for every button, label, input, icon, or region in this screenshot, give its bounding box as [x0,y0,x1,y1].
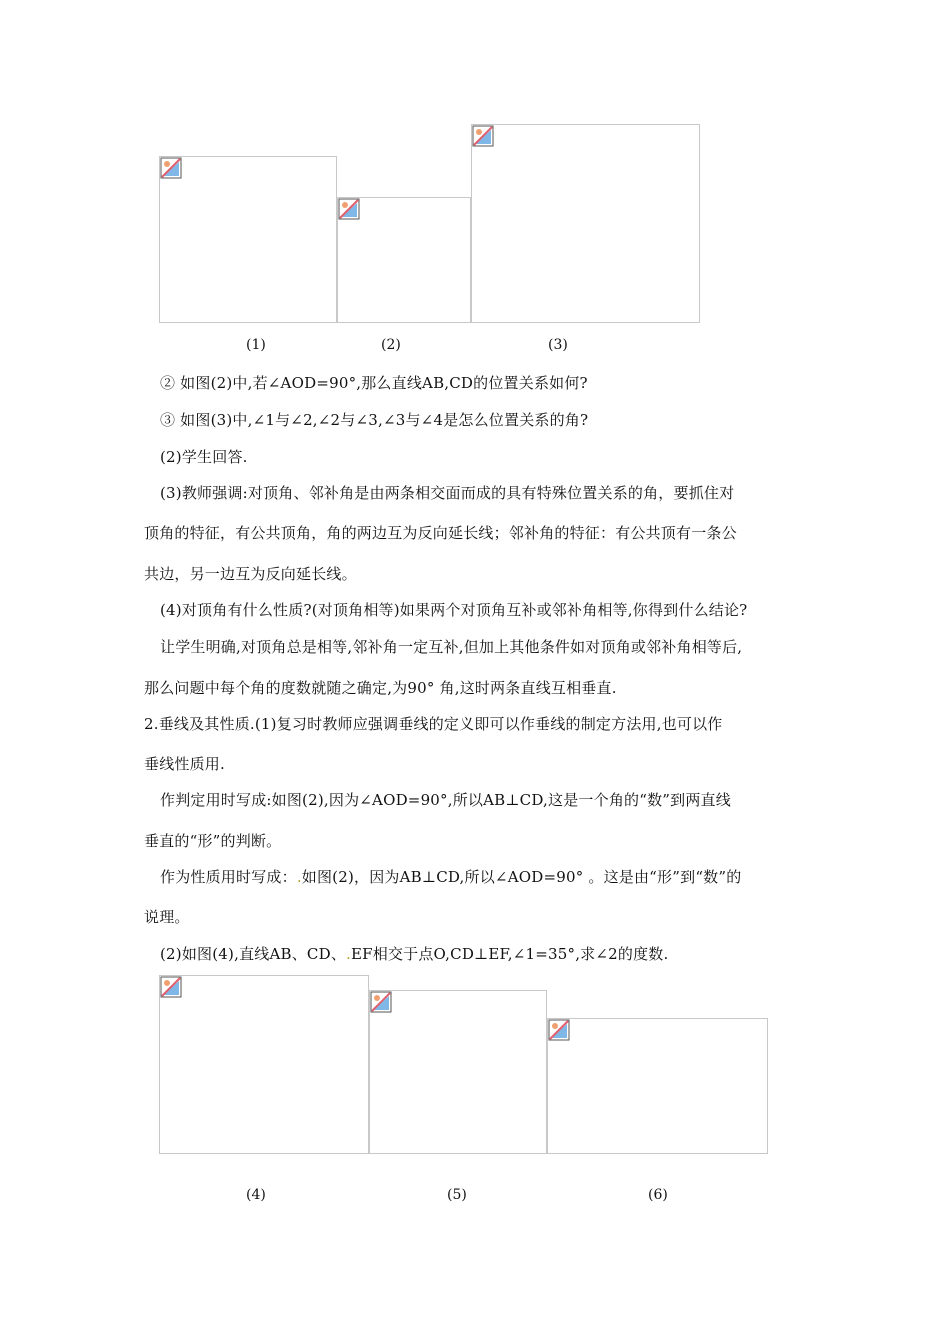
paragraph: 说理。 [144,908,190,926]
paragraph: 2.垂线及其性质.(1)复习时教师应强调垂线的定义即可以作垂线的制定方法用,也可以作 [144,715,723,733]
figure-3-image [471,124,700,323]
paragraph-part: 作为性质用时写成： [160,868,297,886]
paragraph: ② 如图(2)中,若∠AOD=90°,那么直线AB,CD的位置关系如何? [160,374,588,392]
paragraph [160,943,668,964]
broken-image-icon [548,1019,570,1041]
figure-caption: (3) [548,337,568,353]
paragraph: 垂线性质用. [144,755,225,773]
paragraph: 顶角的特征，有公共顶角，角的两边互为反向延长线；邻补角的特征：有公共顶有一条公 [144,524,737,542]
paragraph: ③ 如图(3)中,∠1与∠2,∠2与∠3,∠3与∠4是怎么位置关系的角? [160,411,589,429]
broken-image-icon [338,198,360,220]
paragraph: 让学生明确,对顶角总是相等,邻补角一定互补,但加上其他条件如对顶角或邻补角相等后, [160,638,743,656]
paragraph-part: EF相交于点O,CD⊥EF,∠1=35°,求∠2的度数. [351,945,669,963]
paragraph-part: (2)如图(4),直线AB、CD、 [160,945,347,963]
figure-4-image [159,975,369,1154]
paragraph [160,866,741,887]
figure-6-image [547,1018,768,1154]
paragraph: 作判定用时写成:如图(2),因为∠AOD=90°,所以AB⊥CD,这是一个角的“数”到两直线 [160,791,731,809]
paragraph: 垂直的“形”的判断。 [144,832,282,850]
figure-2-image [337,197,471,323]
figure-caption: (2) [381,337,401,353]
figure-5-image [369,990,547,1154]
paragraph: (3)教师强调:对顶角、邻补角是由两条相交面而成的具有特殊位置关系的角，要抓住对 [160,484,735,502]
broken-image-icon [370,991,392,1013]
marker-dot: . [346,945,351,963]
broken-image-icon [160,976,182,998]
broken-image-icon [472,125,494,147]
paragraph: 那么问题中每个角的度数就随之确定,为90° 角,这时两条直线互相垂直. [144,679,617,697]
paragraph: 共边，另一边互为反向延长线。 [144,565,357,583]
figure-caption: (4) [246,1187,266,1203]
paragraph: (2)学生回答. [160,448,248,466]
paragraph: (4)对顶角有什么性质?(对顶角相等)如果两个对顶角互补或邻补角相等,你得到什么结论? [160,601,748,619]
paragraph-part: 如图(2)，因为AB⊥CD,所以∠AOD=90° 。这是由“形”到“数”的 [301,868,742,886]
broken-image-icon [160,157,182,179]
figure-caption: (6) [648,1187,668,1203]
figure-caption: (5) [447,1187,467,1203]
marker-dot: . [296,868,302,886]
figure-1-image [159,156,337,323]
figure-caption: (1) [246,337,266,353]
